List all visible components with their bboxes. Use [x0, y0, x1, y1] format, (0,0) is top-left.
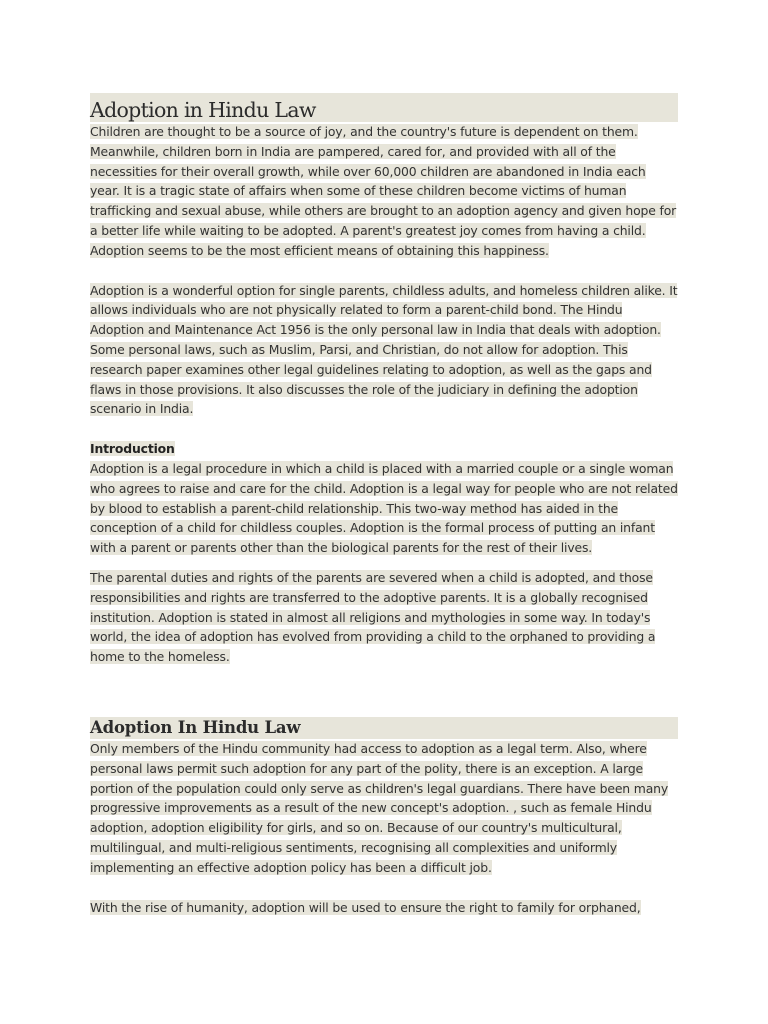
paragraph: [90, 739, 678, 878]
paragraph-text: Adoption is a wonderful option for single parents, childless adults, and homeless children alike. It allows individuals who are not physically related to form a parent-child bond. The Hindu Adoption and Maintenance Act 1956 is the only personal law in India that deals with adoption. Some personal laws, such as Muslim, Parsi, and Christian, do not allow for adoption. This research paper examines other legal guidelines relating to adoption, as well as the gaps and flaws in those provisions. It also discusses the role of the judiciary in defining the adoption scenario in India.: [90, 282, 678, 417]
paragraph-spacer: [90, 878, 678, 898]
paragraph-spacer: [90, 261, 678, 281]
paragraph: [90, 568, 678, 667]
paragraph-text: Only members of the Hindu community had access to adoption as a legal term. Also, where personal laws permit such adoption for any part of the polity, there is an exception. A large portion of the population could only serve as children's legal guardians. There have been many progressive improvements as a result of the new concept's adoption. , such as female Hindu adoption, adoption eligibility for girls, and so on. Because of our country's multicultural, multilingual, and multi-religious sentiments, recognising all complexities and uniformly implementing an effective adoption policy has been a difficult job.: [90, 740, 669, 875]
section-spacer: [90, 667, 678, 717]
section-title: Adoption In Hindu Law: [90, 717, 678, 739]
section-title: Adoption in Hindu Law: [90, 93, 678, 122]
document-page: [90, 93, 678, 917]
paragraph: [90, 459, 678, 558]
subheading-text: Introduction: [90, 441, 175, 457]
paragraph-spacer: [90, 558, 678, 568]
paragraph: [90, 122, 678, 261]
paragraph: [90, 898, 678, 918]
subheading: [90, 439, 678, 459]
paragraph-text: The parental duties and rights of the parents are severed when a child is adopted, and those responsibilities and rights are transferred to the adoptive parents. It is a globally recognised institution. Adoption is stated in almost all religions and mythologies in some way. In today's world, the idea of adoption has evolved from providing a child to the orphaned to providing a home to the homeless.: [90, 569, 656, 665]
paragraph-text: With the rise of humanity, adoption will be used to ensure the right to family for orphaned,: [90, 899, 641, 915]
paragraph-spacer: [90, 419, 678, 439]
paragraph-text: Adoption is a legal procedure in which a child is placed with a married couple or a single woman who agrees to raise and care for the child. Adoption is a legal way for people who are not related by blood to establish a parent-child relationship. This two-way method has aided in the conception of a child for childless couples. Adoption is the formal process of putting an infant with a parent or parents other than the biological parents for the rest of their lives.: [90, 460, 678, 556]
paragraph: [90, 281, 678, 420]
paragraph-text: Children are thought to be a source of joy, and the country's future is dependent on them. Meanwhile, children born in India are pampered, cared for, and provided with all of the necessities for their overall growth, while over 60,000 children are abandoned in India each year. It is a tragic state of affairs when some of these children become victims of human trafficking and sexual abuse, while others are brought to an adoption agency and given hope for a better life while waiting to be adopted. A parent's greatest joy comes from having a child. Adoption seems to be the most efficient means of obtaining this happiness.: [90, 124, 677, 258]
